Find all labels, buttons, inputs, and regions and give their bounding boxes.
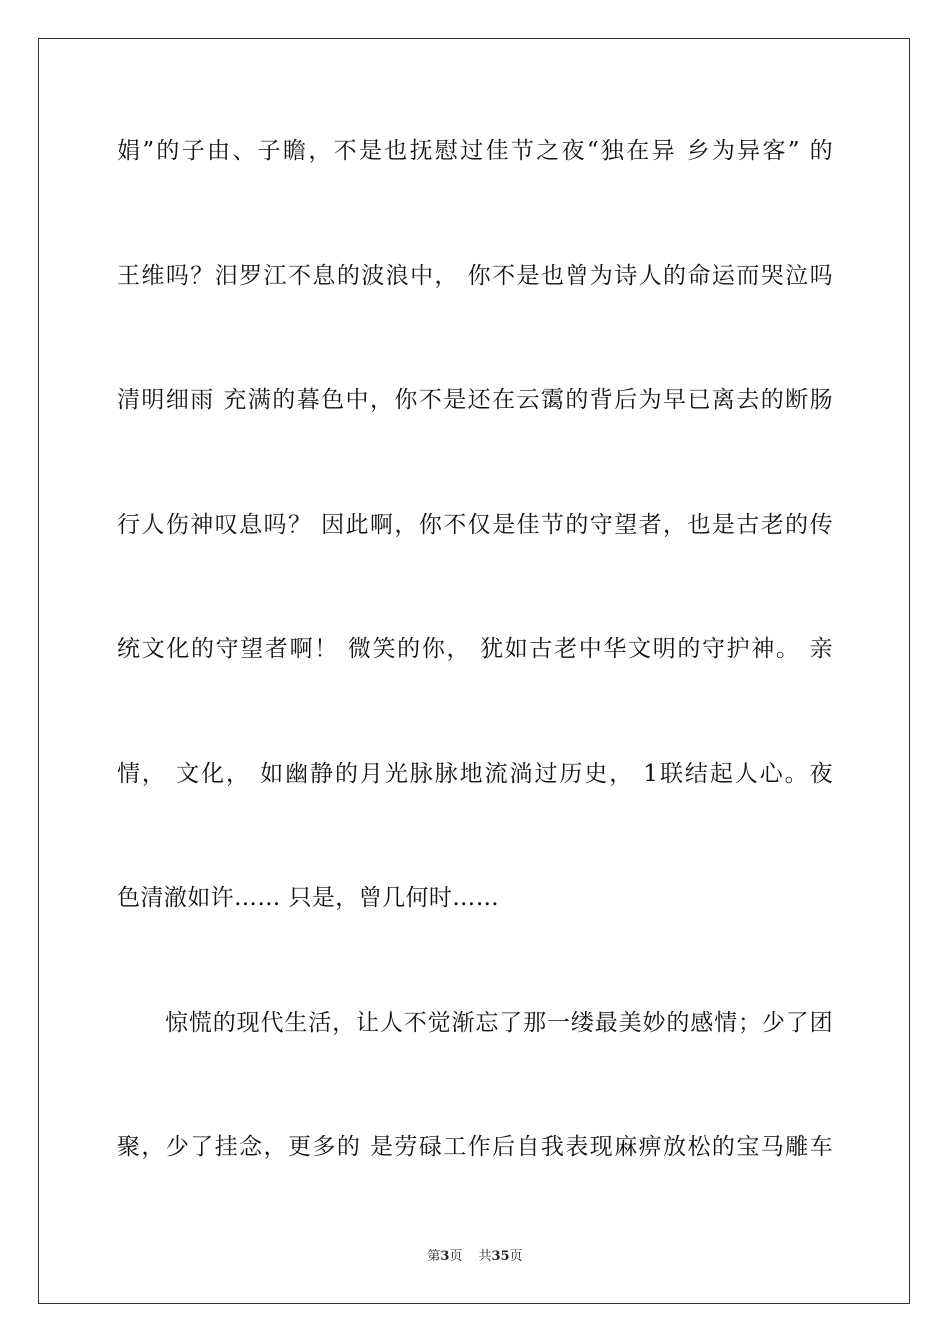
total-suffix: 页 [509, 1249, 523, 1264]
text-line-9: 聚，少了挂念，更多的 是劳碌工作后自我表现麻痹放松的宝马雕车 [117, 1134, 833, 1160]
total-prefix: 共 [478, 1249, 492, 1264]
page-prefix: 第 [427, 1249, 441, 1264]
text-line-7: 色清澈如许…… 只是，曾几何时…… [117, 885, 500, 911]
text-line-3: 清明细雨 充满的暮色中，你不是还在云霭的背后为早已离去的断肠 [117, 387, 833, 413]
page-number: 3 [440, 1249, 450, 1264]
paragraph-start-line: 惊慌的现代生活，让人不觉渐忘了那一缕最美妙的感情；少了团 [165, 1010, 833, 1036]
page-footer [0, 1248, 950, 1266]
text-line-5: 统文化的守望者啊！ 微笑的你， 犹如古老中华文明的守护神。 亲 [117, 636, 833, 662]
text-line-2: 王维吗？汨罗江不息的波浪中， 你不是也曾为诗人的命运而哭泣吗 [117, 263, 833, 289]
text-line-4: 行人伤神叹息吗？ 因此啊，你不仅是佳节的守望者，也是古老的传 [117, 512, 833, 538]
total-pages: 35 [491, 1249, 510, 1264]
page-suffix: 页 [449, 1249, 463, 1264]
text-line-1: 娟”的子由、子瞻，不是也抚慰过佳节之夜“独在异 乡为异客” 的 [117, 138, 833, 164]
text-line-6: 情， 文化， 如幽静的月光脉脉地流淌过历史， 1联结起人心。夜 [117, 761, 833, 787]
page-border [38, 38, 910, 1304]
